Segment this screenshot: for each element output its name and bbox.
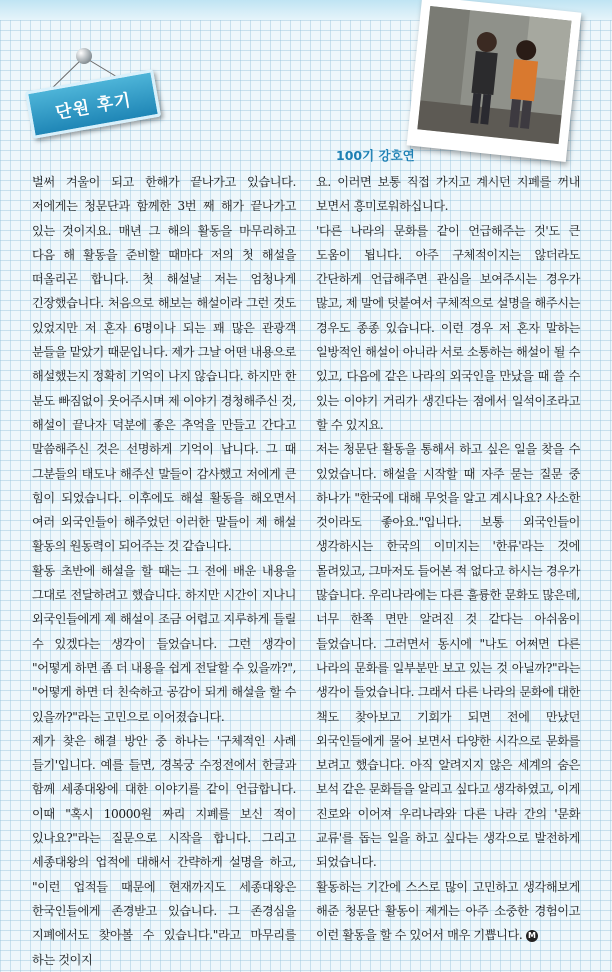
paragraph: '다른 나라의 문화를 같이 언급해주는 것'도 큰 도움이 됩니다. 아주 구체적이지는 않더라도 간단하게 언급해주면 관심을 보여주시는 경우가 많고, 제 말에 덧붙여서 구체적으로 설명을 해주시는 경우도 종종 있습니다. 이런 경우 저 혼자 말하는 일방적인 해설이 아니라 서로 소통하는 해설이 될 수 있고, 다음에 같은 나라의 외국인을 만났을 때 쓸 수 있는 이야기 거리가 생긴다는 점에서 일석이조라고 할 수 있지요. — [316, 223, 580, 432]
paragraph: 요. 이러면 보통 직접 가지고 계시던 지폐를 꺼내 보면서 흥미로워하십니다. — [316, 175, 580, 214]
paragraph: 활동 초반에 해설을 할 때는 그 전에 배운 내용을 그대로 전달하려고 했습니다. 하지만 시간이 지나니 외국인들에게 제 해설이 조금 어렵고 지루하게 들릴 수 있겠다는 생각이 들었습니다. 그런 생각이 "어떻게 하면 좀 더 내용을 쉽게 전달할 수 있을까?", "어떻게 하면 더 친숙하고 공감이 되게 해설을 할 수 있을까?"라는 고민으로 이어졌습니다. — [32, 563, 296, 724]
paragraph: 제가 찾은 해결 방안 중 하나는 '구체적인 사례 들기'입니다. 예를 들면, 경복궁 수정전에서 한글과 함께 세종대왕에 대한 이야기를 같이 언급합니다. 이때 "혹시 10000원 짜리 지폐를 보신 적이 있나요?"라는 질문으로 시작을 합니다. 그리고 세종대왕의 업적에 대해서 간략하게 설명을 하고, "이런 업적들 때문에 현재까지도 세종대왕은 한국인들에게 존경받고 있습니다. 그 존경심을 지폐에서도 찾아볼 수 있습니다."라고 마무리를 하는 것이지 — [32, 733, 296, 967]
end-mark-icon: M — [526, 930, 538, 942]
article-right-column — [316, 170, 580, 948]
pushpin-icon — [76, 48, 92, 64]
photo-illustration — [417, 6, 571, 144]
paragraph: 저는 청문단 활동을 통해서 하고 싶은 일을 찾을 수 있었습니다. 해설을 시작할 때 자주 묻는 질문 중 하나가 "한국에 대해 무엇을 알고 계시나요? 사소한 것이라도 좋아요."입니다. 보통 외국인들이 생각하시는 한국의 이미지는 '한류'라는 것에 몰려있고, 그마저도 들어본 적 없다고 하시는 경우가 많습니다. 우리나라에는 다른 훌륭한 문화도 많은데, 너무 한쪽 면만 알려진 것 같다는 아쉬움이 들었습니다. 그러면서 동시에 "나도 어쩌면 다른 나라의 문화를 일부분만 보고 있는 것 아닐까?"라는 생각이 들었습니다. 그래서 다른 나라의 문화에 대한 책도 찾아보고 기회가 되면 전에 만났던 외국인들에게 물어 보면서 다양한 시각으로 문화를 보려고 했습니다. 아직 알려지지 않은 세계의 숨은 보석 같은 문화들을 알리고 싶다고 생각하였고, 이게 진로와 이어져 우리나라와 다른 나라 간의 '문화 교류'를 돕는 일을 하고 싶다는 생각으로 발전하게 되었습니다. — [316, 442, 580, 870]
author-name: 100기 강호연 — [336, 148, 415, 163]
member-photo — [407, 0, 582, 162]
paragraph-closing — [316, 875, 580, 948]
paragraph: 벌써 겨울이 되고 한해가 끝나가고 있습니다. 저에게는 청문단과 함께한 3번 째 해가 끝나가고 있는 것이지요. 매년 그 해의 활동을 마무리하고 다음 해 활동을 준비할 때마다 저의 첫 해설을 떠올리곤 합니다. 첫 해설날 저는 엄청나게 긴장했습니다. 처음으로 해보는 해설이라 그런 것도 있었지만 저 혼자 6명이나 되는 꽤 많은 관광객 분들을 맡았기 때문입니다. 제가 그날 어떤 내용으로 해설했는지 정확히 기억이 나지 않습니다. 하지만 한 분도 빠짐없이 웃어주시며 제 이야기 경청해주신 것, 해설이 끝나자 덕분에 좋은 추억을 만들고 간다고 말씀해주신 것은 선명하게 기억이 납니다. 그 때 그분들의 태도나 해주신 말들이 감사했고 저에게 큰 힘이 되었습니다. 이후에도 해설 활동을 해오면서 여러 외국인들이 해주었던 이러한 말들이 제 해설 활동의 원동력이 되어주는 것 같습니다. — [32, 175, 296, 554]
article-left-column — [32, 170, 296, 972]
section-tag-label: 단원 후기 — [53, 89, 133, 123]
closing-text: 활동하는 기간에 스스로 많이 고민하고 생각해보게 해준 청문단 활동이 제게는 아주 소중한 경험이고 이런 활동을 할 수 있어서 매우 기쁩니다. — [316, 879, 580, 943]
